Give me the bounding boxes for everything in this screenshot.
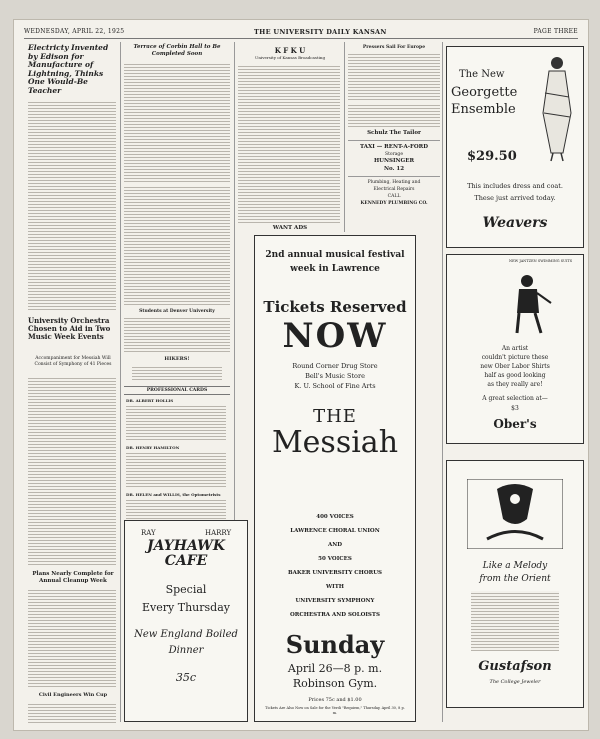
gustafson-t2: from the Orient bbox=[479, 574, 551, 584]
article-text bbox=[124, 185, 230, 305]
tickets-reserved: Tickets Reserved bbox=[263, 298, 407, 316]
article-text bbox=[348, 52, 440, 100]
student-headline: Students at Denver University bbox=[139, 309, 215, 314]
georgette-text: Georgette bbox=[451, 85, 518, 100]
menu-price: 35c bbox=[175, 671, 197, 684]
ober-text3: new Ober Labor Shirts bbox=[480, 363, 550, 370]
messiah-ad bbox=[254, 235, 416, 722]
plumbing-line4: KENNEDY PLUMBING CO. bbox=[360, 201, 428, 206]
article-text bbox=[124, 316, 230, 352]
article-text bbox=[28, 100, 116, 312]
with-text: WITH bbox=[325, 584, 345, 590]
radio-subtitle: University of Kansas Broadcasting bbox=[254, 55, 325, 60]
sunday-text: Sunday bbox=[285, 630, 385, 659]
menu-line1: New England Boiled bbox=[134, 629, 238, 640]
now-text: NOW bbox=[282, 316, 388, 356]
messiah-text: Messiah bbox=[271, 425, 399, 460]
event-date: April 26—8 p. m. bbox=[287, 662, 383, 675]
weavers-name: Weavers bbox=[482, 215, 548, 231]
ober-text5: as they really are! bbox=[487, 381, 543, 388]
gustafson-name: Gustafson bbox=[478, 659, 552, 674]
plans-headline: Plans Nearly Complete for Annual Cleanup Week bbox=[32, 571, 114, 584]
edison-headline: Electricty Invented by Edison for Manufacture of Lightning, Thinks One Would-Be Teacher bbox=[28, 43, 109, 95]
gustafson-text bbox=[471, 591, 559, 651]
orchestra-headline: University Orchestra Chosen to Aid in Two Music Week Events bbox=[28, 316, 111, 341]
civil-headline: Civil Engineers Win Cup bbox=[38, 692, 108, 698]
masthead bbox=[24, 26, 578, 39]
orchestra-subhead: Accompaniment for Messiah Will Consist of Symphony of 41 Pieces bbox=[34, 356, 112, 367]
requiem-note: Tickets Are Also Now on Sale for the Verdi "Requiem," Thursday, April 30, 8 p. m. bbox=[265, 706, 405, 715]
column-rule bbox=[442, 42, 443, 722]
taxi-ad-number: No. 12 bbox=[383, 166, 405, 172]
ray-text: RAY bbox=[141, 529, 156, 537]
ticket-prices: Prices 75c and $1.00 bbox=[308, 697, 362, 703]
weavers-price: $29.50 bbox=[467, 149, 517, 164]
baker-chorus: BAKER UNIVERSITY CHORUS bbox=[288, 570, 382, 576]
man-figure-icon bbox=[507, 273, 553, 335]
column-rule bbox=[344, 42, 345, 232]
masthead-title: THE UNIVERSITY DAILY KANSAN bbox=[254, 28, 387, 36]
gustafson-jeweler: The College Jeweler bbox=[489, 679, 541, 685]
article-text bbox=[124, 62, 230, 182]
festival-line2: week in Lawrence bbox=[290, 264, 380, 274]
ober-header: NEW JANTZEN SWIMMING SUITS bbox=[509, 259, 573, 263]
arrived-text: These just arrived today. bbox=[474, 194, 556, 202]
card-dentist: DR. ALBERT HOLLIS bbox=[126, 398, 174, 403]
plumbing-line1: Plumbing, Heating and bbox=[367, 180, 421, 185]
article-text bbox=[28, 702, 116, 724]
taxi-ad-name: HUNSINGER bbox=[373, 158, 415, 164]
every-thursday-text: Every Thursday bbox=[142, 601, 230, 614]
includes-text: This includes dress and coat. bbox=[467, 182, 563, 190]
card-text bbox=[126, 404, 226, 442]
ober-name: Ober's bbox=[493, 417, 537, 431]
voices-400: 400 VOICES bbox=[316, 514, 354, 520]
symphony: UNIVERSITY SYMPHONY bbox=[295, 598, 375, 604]
article-text bbox=[28, 376, 116, 566]
jayhawk-text: JAYHAWK bbox=[146, 538, 226, 554]
the-text: THE bbox=[313, 406, 357, 427]
column-rule bbox=[120, 42, 121, 722]
ober-text2: couldn't picture these bbox=[481, 354, 549, 361]
festival-line1: 2nd annual musical festival bbox=[265, 250, 405, 260]
choral-union: LAWRENCE CHORAL UNION bbox=[290, 528, 380, 534]
want-ads-heading: WANT ADS bbox=[272, 225, 308, 231]
special-text: Special bbox=[165, 583, 207, 596]
oriental-illustration-icon bbox=[467, 479, 563, 549]
menu-line2: Dinner bbox=[168, 645, 204, 656]
taxi-ad-storage: Storage bbox=[385, 152, 403, 157]
pressers-headline: Pressers Sail For Europe bbox=[362, 45, 426, 50]
event-venue: Robinson Gym. bbox=[292, 677, 378, 690]
card-text bbox=[126, 451, 226, 489]
voices-50: 50 VOICES bbox=[318, 556, 352, 562]
orchestra-soloists: ORCHESTRA AND SOLOISTS bbox=[290, 612, 380, 618]
ober-selection: A great selection at— bbox=[482, 395, 548, 402]
masthead-date: WEDNESDAY, APRIL 22, 1925 bbox=[24, 28, 125, 35]
card-optometrist2: DR. HELEN and WILLIS, the Optometrists bbox=[126, 492, 221, 497]
weavers-ad bbox=[446, 46, 584, 248]
hikers-heading: HIKERS! bbox=[164, 356, 190, 362]
card-optometrist: DR. HENRY HAMILTON bbox=[126, 445, 180, 450]
corbin-headline: Terrace of Corbin Hall to Be Completed Soon bbox=[133, 44, 221, 57]
location-1: Round Corner Drug Store bbox=[292, 362, 378, 370]
tailor-ad: Schulz The Tailor bbox=[367, 130, 421, 136]
newspaper-page bbox=[14, 20, 588, 730]
harry-text: HARRY bbox=[205, 529, 232, 537]
radio-title: K F K U bbox=[274, 46, 306, 55]
taxi-ad-title: TAXI — RENT-A-FORD bbox=[359, 144, 429, 150]
plumbing-line3: CALL bbox=[387, 194, 401, 199]
fashion-figure-icon bbox=[533, 53, 579, 163]
radio-schedule bbox=[238, 64, 340, 224]
ober-text4: half as good looking bbox=[484, 372, 546, 379]
cafe-text: CAFE bbox=[164, 553, 208, 569]
professional-cards-heading: PROFESSIONAL CARDS bbox=[124, 386, 230, 395]
gustafson-t1: Like a Melody bbox=[482, 561, 548, 571]
the-new-text: The New bbox=[459, 69, 505, 80]
location-3: K. U. School of Fine Arts bbox=[294, 382, 376, 390]
gustafson-ad bbox=[446, 460, 584, 708]
article-text bbox=[132, 365, 222, 381]
location-2: Bell's Music Store bbox=[305, 372, 365, 380]
column-rule bbox=[234, 42, 235, 532]
and-text: AND bbox=[327, 542, 343, 548]
divider bbox=[348, 140, 440, 141]
article-text bbox=[348, 103, 440, 129]
ober-text1: An artist bbox=[501, 345, 529, 352]
plumbing-line2: Electrical Repairs bbox=[373, 187, 415, 192]
jayhawk-cafe-ad bbox=[124, 520, 248, 722]
article-text bbox=[28, 588, 116, 688]
ober-price: $3 bbox=[511, 405, 519, 412]
masthead-page: PAGE THREE bbox=[533, 28, 578, 35]
ensemble-text: Ensemble bbox=[451, 102, 516, 117]
divider bbox=[348, 176, 440, 177]
obers-ad bbox=[446, 254, 584, 444]
